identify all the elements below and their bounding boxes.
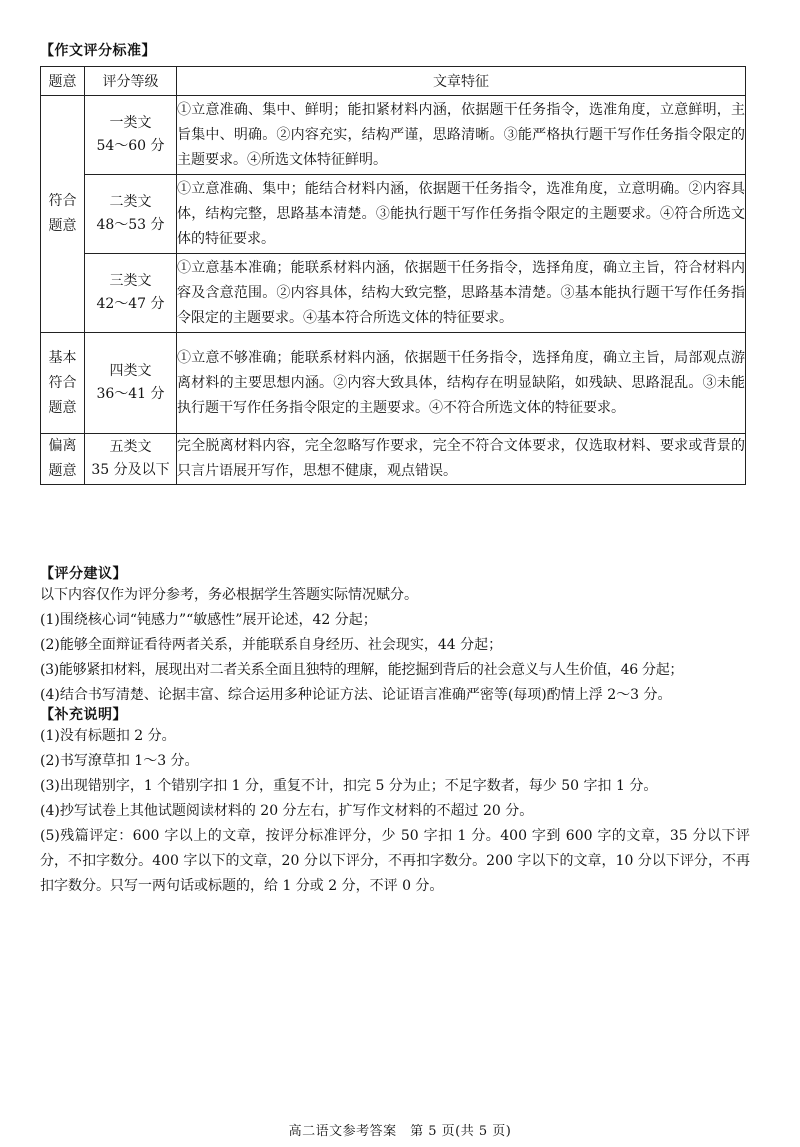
suggestions-title: 【评分建议】: [40, 566, 127, 582]
grade-label: 四类文: [109, 363, 152, 379]
supplement-title: 【补充说明】: [40, 707, 127, 723]
table-row: [41, 333, 746, 434]
grade-label: 一类文: [109, 115, 152, 131]
rubric-table: [40, 66, 746, 485]
list-item: (4)结合书写清楚、论据丰富、综合运用多种论证方法、论证语言准确严密等(每项)酌情上浮 2～3 分。: [40, 687, 672, 703]
category-cell: [41, 333, 85, 434]
feature-cell: 完全脱离材料内容，完全忽略写作要求，完全不符合文体要求，仅选取材料、要求或背景的只言片语展开写作，思想不健康，观点错误。: [177, 434, 746, 485]
list-item: (2)书写潦草扣 1～3 分。: [40, 753, 199, 769]
suggestions-list: [40, 608, 750, 708]
table-row: [41, 434, 746, 485]
score-range: 42～47 分: [96, 296, 165, 312]
header-cell: 题意: [41, 67, 85, 96]
header-cell: 文章特征: [177, 67, 746, 96]
list-item: (1)没有标题扣 2 分。: [40, 728, 176, 744]
table-header-row: [41, 67, 746, 96]
category-label: 偏离题意: [48, 438, 77, 479]
category-cell: [41, 434, 85, 485]
feature-cell: ①立意基本准确；能联系材料内涵，依据题干任务指令，选择角度，确立主旨，符合材料内容及含意范围。②内容具体，结构大致完整，思路基本清楚。③基本能执行题干写作任务指令限定的主题要求。④基本符合所选文体的特征要求。: [177, 254, 746, 333]
feature-cell: ①立意准确、集中、鲜明；能扣紧材料内涵，依据题干任务指令，选准角度，立意鲜明，主旨集中、明确。②内容充实，结构严谨，思路清晰。③能严格执行题干写作任务指令限定的主题要求。④所选文体特征鲜明。: [177, 96, 746, 175]
rubric-title: 【作文评分标准】: [40, 43, 156, 59]
category-label: 符合题意: [48, 193, 77, 234]
category-cell: [41, 96, 85, 333]
grade-label: 二类文: [109, 194, 152, 210]
grade-cell: [85, 254, 177, 333]
category-label: 基本符合题意: [48, 349, 77, 416]
score-range: 48～53 分: [96, 217, 165, 233]
list-item: (3)能够紧扣材料，展现出对二者关系全面且独特的理解，能挖掘到背后的社会意义与人生价值，46 分起；: [40, 662, 684, 678]
feature-cell: ①立意准确、集中；能结合材料内涵，依据题干任务指令，选准角度，立意明确。②内容具体，结构完整，思路基本清楚。③能执行题干写作任务指令限定的主题要求。④符合所选文体的特征要求。: [177, 175, 746, 254]
header-cell: 评分等级: [85, 67, 177, 96]
list-item: (3)出现错别字，1 个错别字扣 1 分，重复不计，扣完 5 分为止；不足字数者，每少 50 字扣 1 分。: [40, 778, 658, 794]
grade-cell: [85, 333, 177, 434]
grade-label: 五类文: [109, 439, 152, 455]
grade-cell: [85, 96, 177, 175]
grade-label: 三类文: [109, 273, 152, 289]
grade-cell: [85, 434, 177, 485]
score-range: 35 分及以下: [91, 462, 170, 478]
score-range: 54～60 分: [96, 138, 165, 154]
feature-cell: ①立意不够准确；能联系材料内涵，依据题干任务指令，选择角度，确立主旨，局部观点游离材料的主要思想内涵。②内容大致具体，结构存在明显缺陷，如残缺、思路混乱。③未能执行题干写作任务指令限定的主题要求。④不符合所选文体的特征要求。: [177, 333, 746, 434]
table-row: [41, 96, 746, 175]
grade-cell: [85, 175, 177, 254]
table-row: [41, 254, 746, 333]
score-range: 36～41 分: [96, 386, 165, 402]
table-row: [41, 175, 746, 254]
list-item: (5)残篇评定：600 字以上的文章，按评分标准评分，少 50 字扣 1 分。400 字到 600 字的文章，35 分以下评分，不扣字数分。400 字以下的文章，20 分以下评分，不再扣字数分。200 字以下的文章，10 分以下评分，不再扣字数分。只写一两句话或标题的，给 1 分或 2 分，不评 0 分。: [40, 828, 750, 894]
list-item: (1)围绕核心词“钝感力”“敏感性”展开论述，42 分起；: [40, 612, 377, 628]
list-item: (4)抄写试卷上其他试题阅读材料的 20 分左右，扩写作文材料的不超过 20 分。: [40, 803, 534, 819]
suggestions-intro: 以下内容仅作为评分参考，务必根据学生答题实际情况赋分。: [40, 587, 418, 603]
supplement-list: [40, 724, 750, 899]
list-item: (2)能够全面辩证看待两者关系，并能联系自身经历、社会现实，44 分起；: [40, 637, 503, 653]
page-footer: 高二语文参考答案 第 5 页(共 5 页): [288, 1124, 512, 1139]
